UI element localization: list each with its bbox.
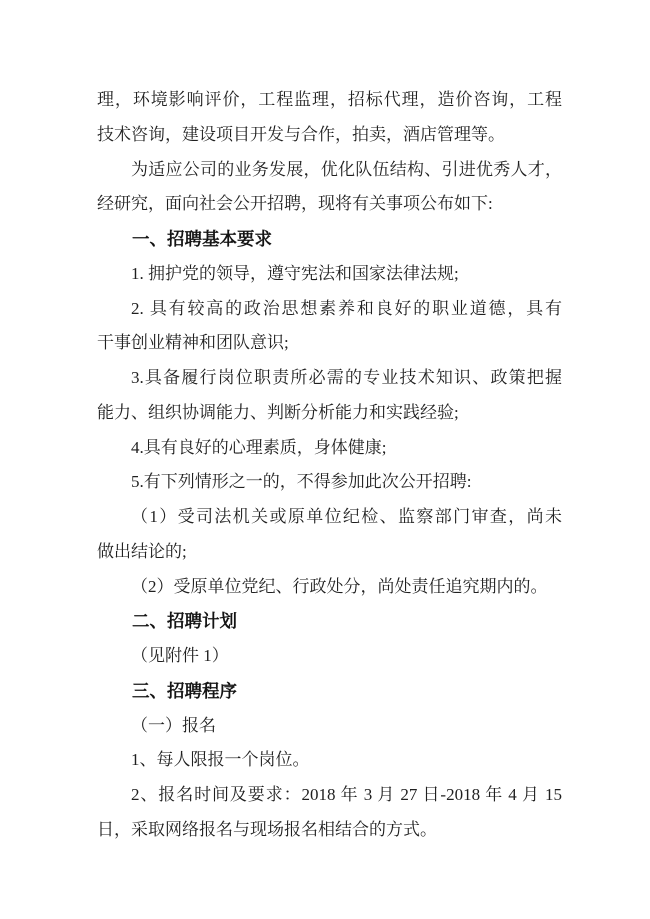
- document-text-block: [97, 83, 562, 848]
- section-heading-basic-requirements: 一、招聘基本要求: [132, 229, 272, 249]
- requirement-item-3-line-1: 3.具备履行岗位职责所必需的专业技术知识、政策把握: [131, 368, 562, 387]
- registration-rule-2-line-2: 日，采取网络报名与现场报名相结合的方式。: [97, 819, 437, 839]
- section-heading-recruitment-plan: 二、招聘计划: [132, 611, 237, 632]
- requirement-item-3-line-2: 能力、组织协调能力、判断分析能力和实践经验;: [97, 402, 459, 422]
- intro-purpose-line-1: 为适应公司的业务发展，优化队伍结构、引进优秀人才，: [131, 159, 562, 179]
- section-heading-recruitment-procedure: 三、招聘程序: [132, 680, 237, 701]
- registration-rule-2-line-1: 2、报名时间及要求：2018 年 3 月 27 日-2018 年 4 月 15: [131, 785, 562, 804]
- see-attachment-note: （见附件 1）: [131, 646, 229, 665]
- requirement-item-2-line-2: 干事创业精神和团队意识;: [97, 333, 289, 353]
- exclusion-case-1-line-2: 做出结论的;: [97, 541, 187, 561]
- exclusion-case-1-line-1: （1）受司法机关或原单位纪检、监察部门审查，尚未: [131, 507, 562, 526]
- subsection-heading-registration: （一）报名: [131, 715, 216, 735]
- registration-rule-1: 1、每人限报一个岗位。: [131, 750, 310, 770]
- exclusion-case-2: （2）受原单位党纪、行政处分，尚处责任追究期内的。: [131, 576, 548, 596]
- requirement-item-1: 1. 拥护党的领导，遵守宪法和国家法律法规;: [131, 263, 459, 283]
- intro-services-line-2: 技术咨询，建设项目开发与合作，拍卖，酒店管理等。: [97, 124, 505, 144]
- requirement-item-4: 4.具有良好的心理素质，身体健康;: [131, 437, 387, 457]
- requirement-item-2-line-1: 2. 具有较高的政治思想素养和良好的职业道德，具有: [131, 298, 562, 318]
- intro-services-line-1: 理，环境影响评价，工程监理，招标代理，造价咨询，工程: [97, 90, 562, 109]
- intro-purpose-line-2: 经研究，面向社会公开招聘，现将有关事项公布如下:: [97, 194, 493, 214]
- requirement-item-5: 5.有下列情形之一的，不得参加此次公开招聘:: [131, 472, 472, 492]
